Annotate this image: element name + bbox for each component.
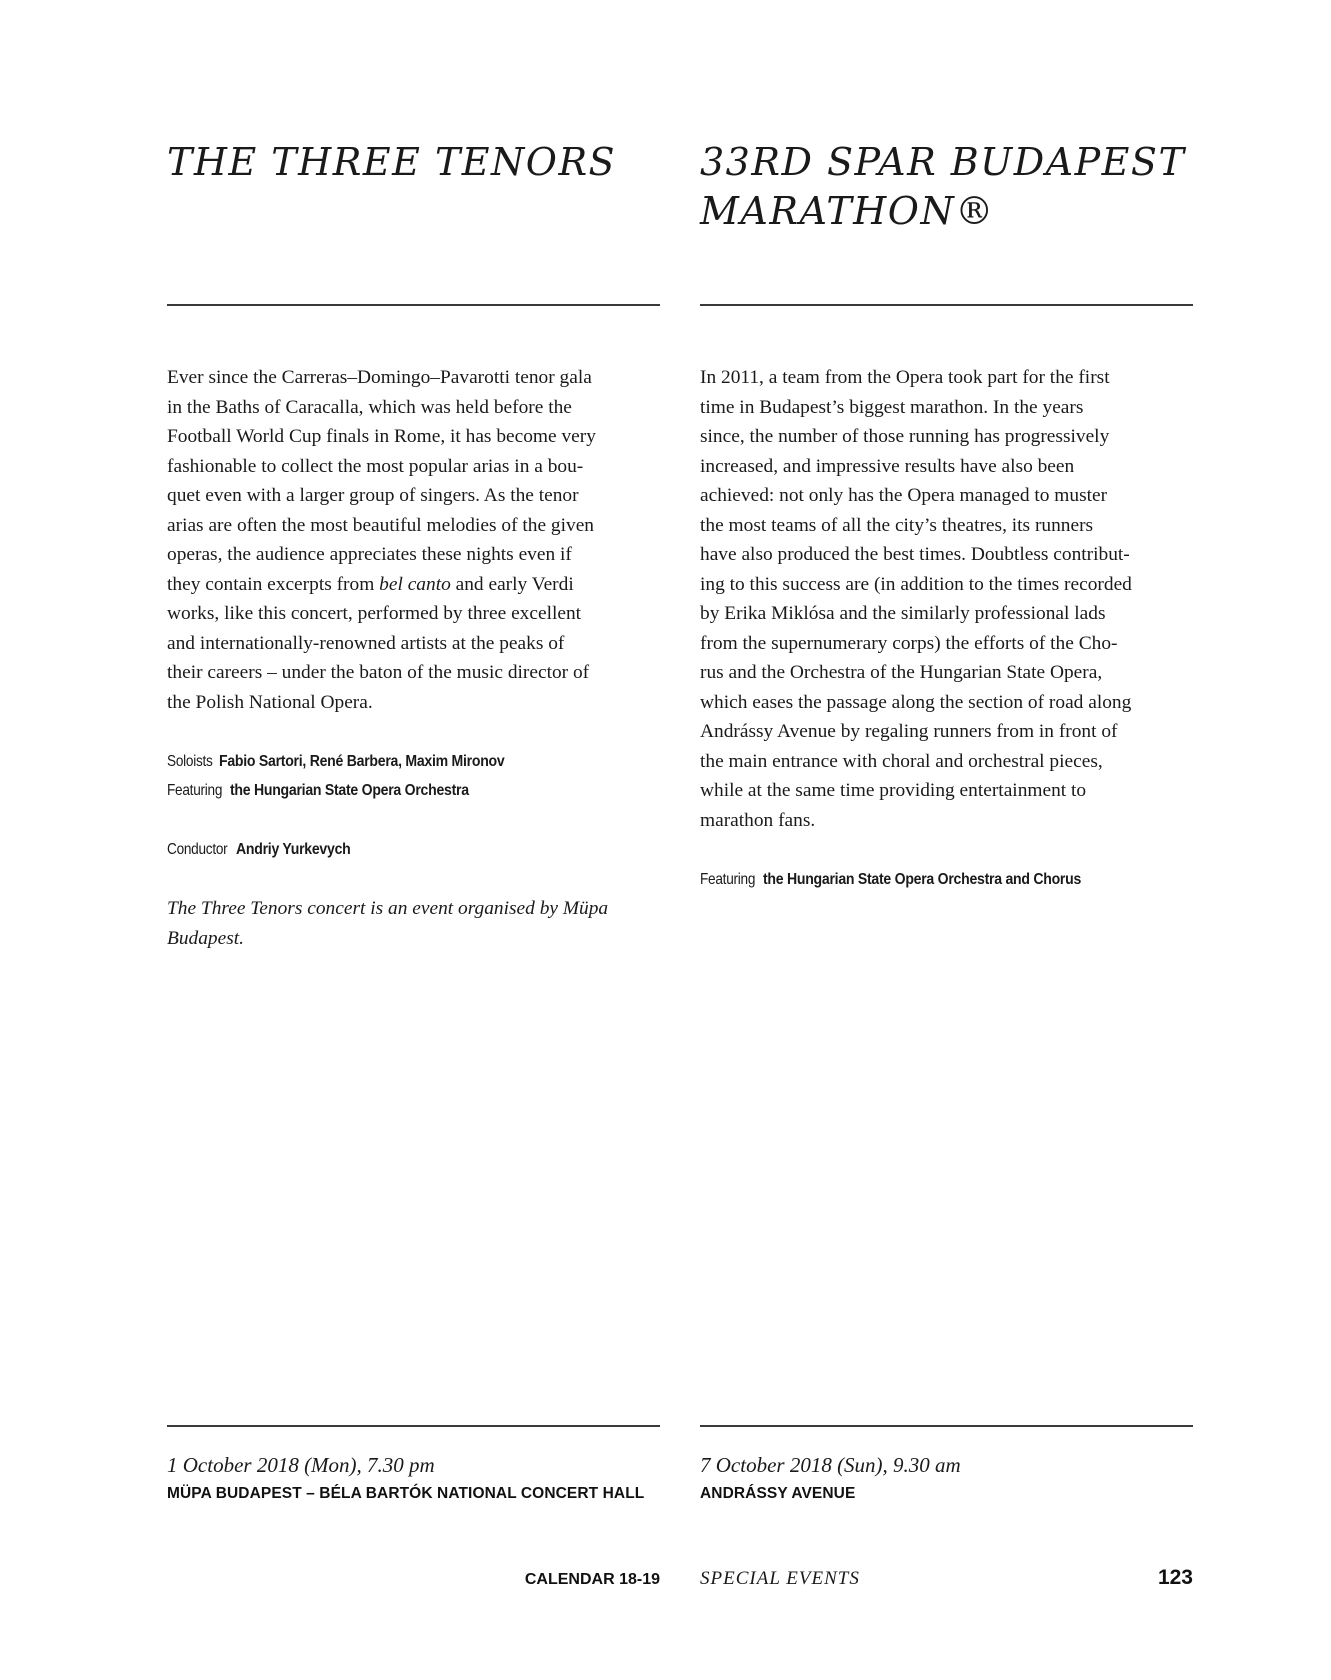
three-tenors-description: [167, 363, 667, 953]
body-line: works, like this concert, performed by three excellent: [167, 603, 582, 624]
body-line: their careers – under the baton of the music director of: [167, 662, 590, 683]
page-number: 123: [1157, 1566, 1193, 1589]
footer-publication: CALENDAR 18-19: [524, 1571, 660, 1588]
divider-bottom-right: [700, 1425, 1193, 1427]
body-line: and internationally-renowned artists at the peaks of: [167, 632, 565, 654]
footer-section: SPECIAL EVENTS: [700, 1568, 860, 1589]
credits-soloists: [167, 747, 667, 777]
body-line: Andrássy Avenue by regaling runners from in front of: [700, 721, 1118, 742]
credits-featuring: [700, 865, 1200, 895]
body-line: while at the same time providing entertainment to: [700, 780, 1087, 801]
body-line: Ever since the Carreras–Domingo–Pavarotti tenor gala: [167, 367, 592, 388]
body-line: achieved: not only has the Opera managed to muster: [700, 485, 1108, 506]
divider-bottom-left: [167, 1425, 660, 1427]
credit-value: the Hungarian State Opera Orchestra: [230, 782, 469, 799]
body-line: the most teams of all the city’s theatres, its runners: [700, 514, 1094, 536]
body-line: which eases the passage along the section of road along: [700, 691, 1132, 713]
title-line: 33RD SPAR BUDAPEST: [700, 140, 1186, 184]
body-line: Football World Cup finals in Rome, it has become very: [167, 426, 596, 447]
body-line: by Erika Miklósa and the similarly professional lads: [700, 603, 1106, 624]
credits-featuring: [167, 776, 667, 806]
body-line: the main entrance with choral and orchestral pieces,: [700, 750, 1103, 772]
event-date-marathon: 7 October 2018 (Sun), 9.30 am: [700, 1453, 961, 1477]
body-line: increased, and impressive results have also been: [700, 455, 1075, 477]
credit-label: Soloists: [167, 752, 213, 770]
event-title-three-tenors: THE THREE TENORS: [167, 140, 617, 184]
body-line: [167, 570, 667, 600]
bel-canto-emphasis: bel canto: [379, 573, 451, 595]
event-date-three-tenors: 1 October 2018 (Mon), 7.30 pm: [167, 1453, 435, 1477]
divider-top-right: [700, 304, 1193, 306]
body-line: since, the number of those running has progressively: [700, 426, 1110, 447]
body-line: time in Budapest’s biggest marathon. In the years: [700, 396, 1084, 418]
event-venue-three-tenors: MÜPA BUDAPEST – BÉLA BARTÓK NATIONAL CONCERT HALL: [167, 1485, 645, 1502]
credit-label: Featuring: [167, 782, 223, 799]
body-line: marathon fans.: [700, 809, 816, 831]
body-line: rus and the Orchestra of the Hungarian State Opera,: [700, 662, 1103, 683]
credit-label: Featuring: [700, 870, 756, 888]
credit-value: Fabio Sartori, René Barbera, Maxim Mironov: [218, 752, 505, 770]
body-line: the Polish National Opera.: [167, 691, 373, 713]
body-text-span: they contain excerpts from: [167, 573, 380, 595]
event-venue-marathon: ANDRÁSSY AVENUE: [700, 1485, 856, 1502]
body-line: operas, the audience appreciates these nights even if: [167, 544, 572, 565]
organiser-note: Budapest.: [167, 927, 245, 949]
title-line: MARATHON®: [700, 189, 995, 233]
body-line: fashionable to collect the most popular arias in a bou-: [167, 455, 584, 477]
body-text-span: and early Verdi: [450, 573, 574, 595]
body-line: In 2011, a team from the Opera took part for the first: [700, 367, 1110, 388]
body-line: in the Baths of Caracalla, which was held before the: [167, 396, 572, 418]
body-line: arias are often the most beautiful melodies of the given: [167, 514, 594, 536]
body-line: have also produced the best times. Doubtless contribut-: [700, 544, 1130, 565]
divider-top-left: [167, 304, 660, 306]
credit-value: Andriy Yurkevych: [236, 841, 351, 858]
organiser-note: The Three Tenors concert is an event organised by Müpa: [167, 898, 609, 919]
body-line: from the supernumerary corps) the efforts of the Cho-: [700, 632, 1118, 654]
credits-conductor: [167, 835, 667, 865]
credit-value: the Hungarian State Opera Orchestra and Chorus: [763, 870, 1082, 888]
body-line: ing to this success are (in addition to the times recorded: [700, 573, 1132, 595]
event-title-marathon: [700, 138, 1220, 236]
body-line: quet even with a larger group of singers. As the tenor: [167, 485, 579, 506]
marathon-description: [700, 363, 1200, 894]
credit-label: Conductor: [167, 841, 228, 858]
